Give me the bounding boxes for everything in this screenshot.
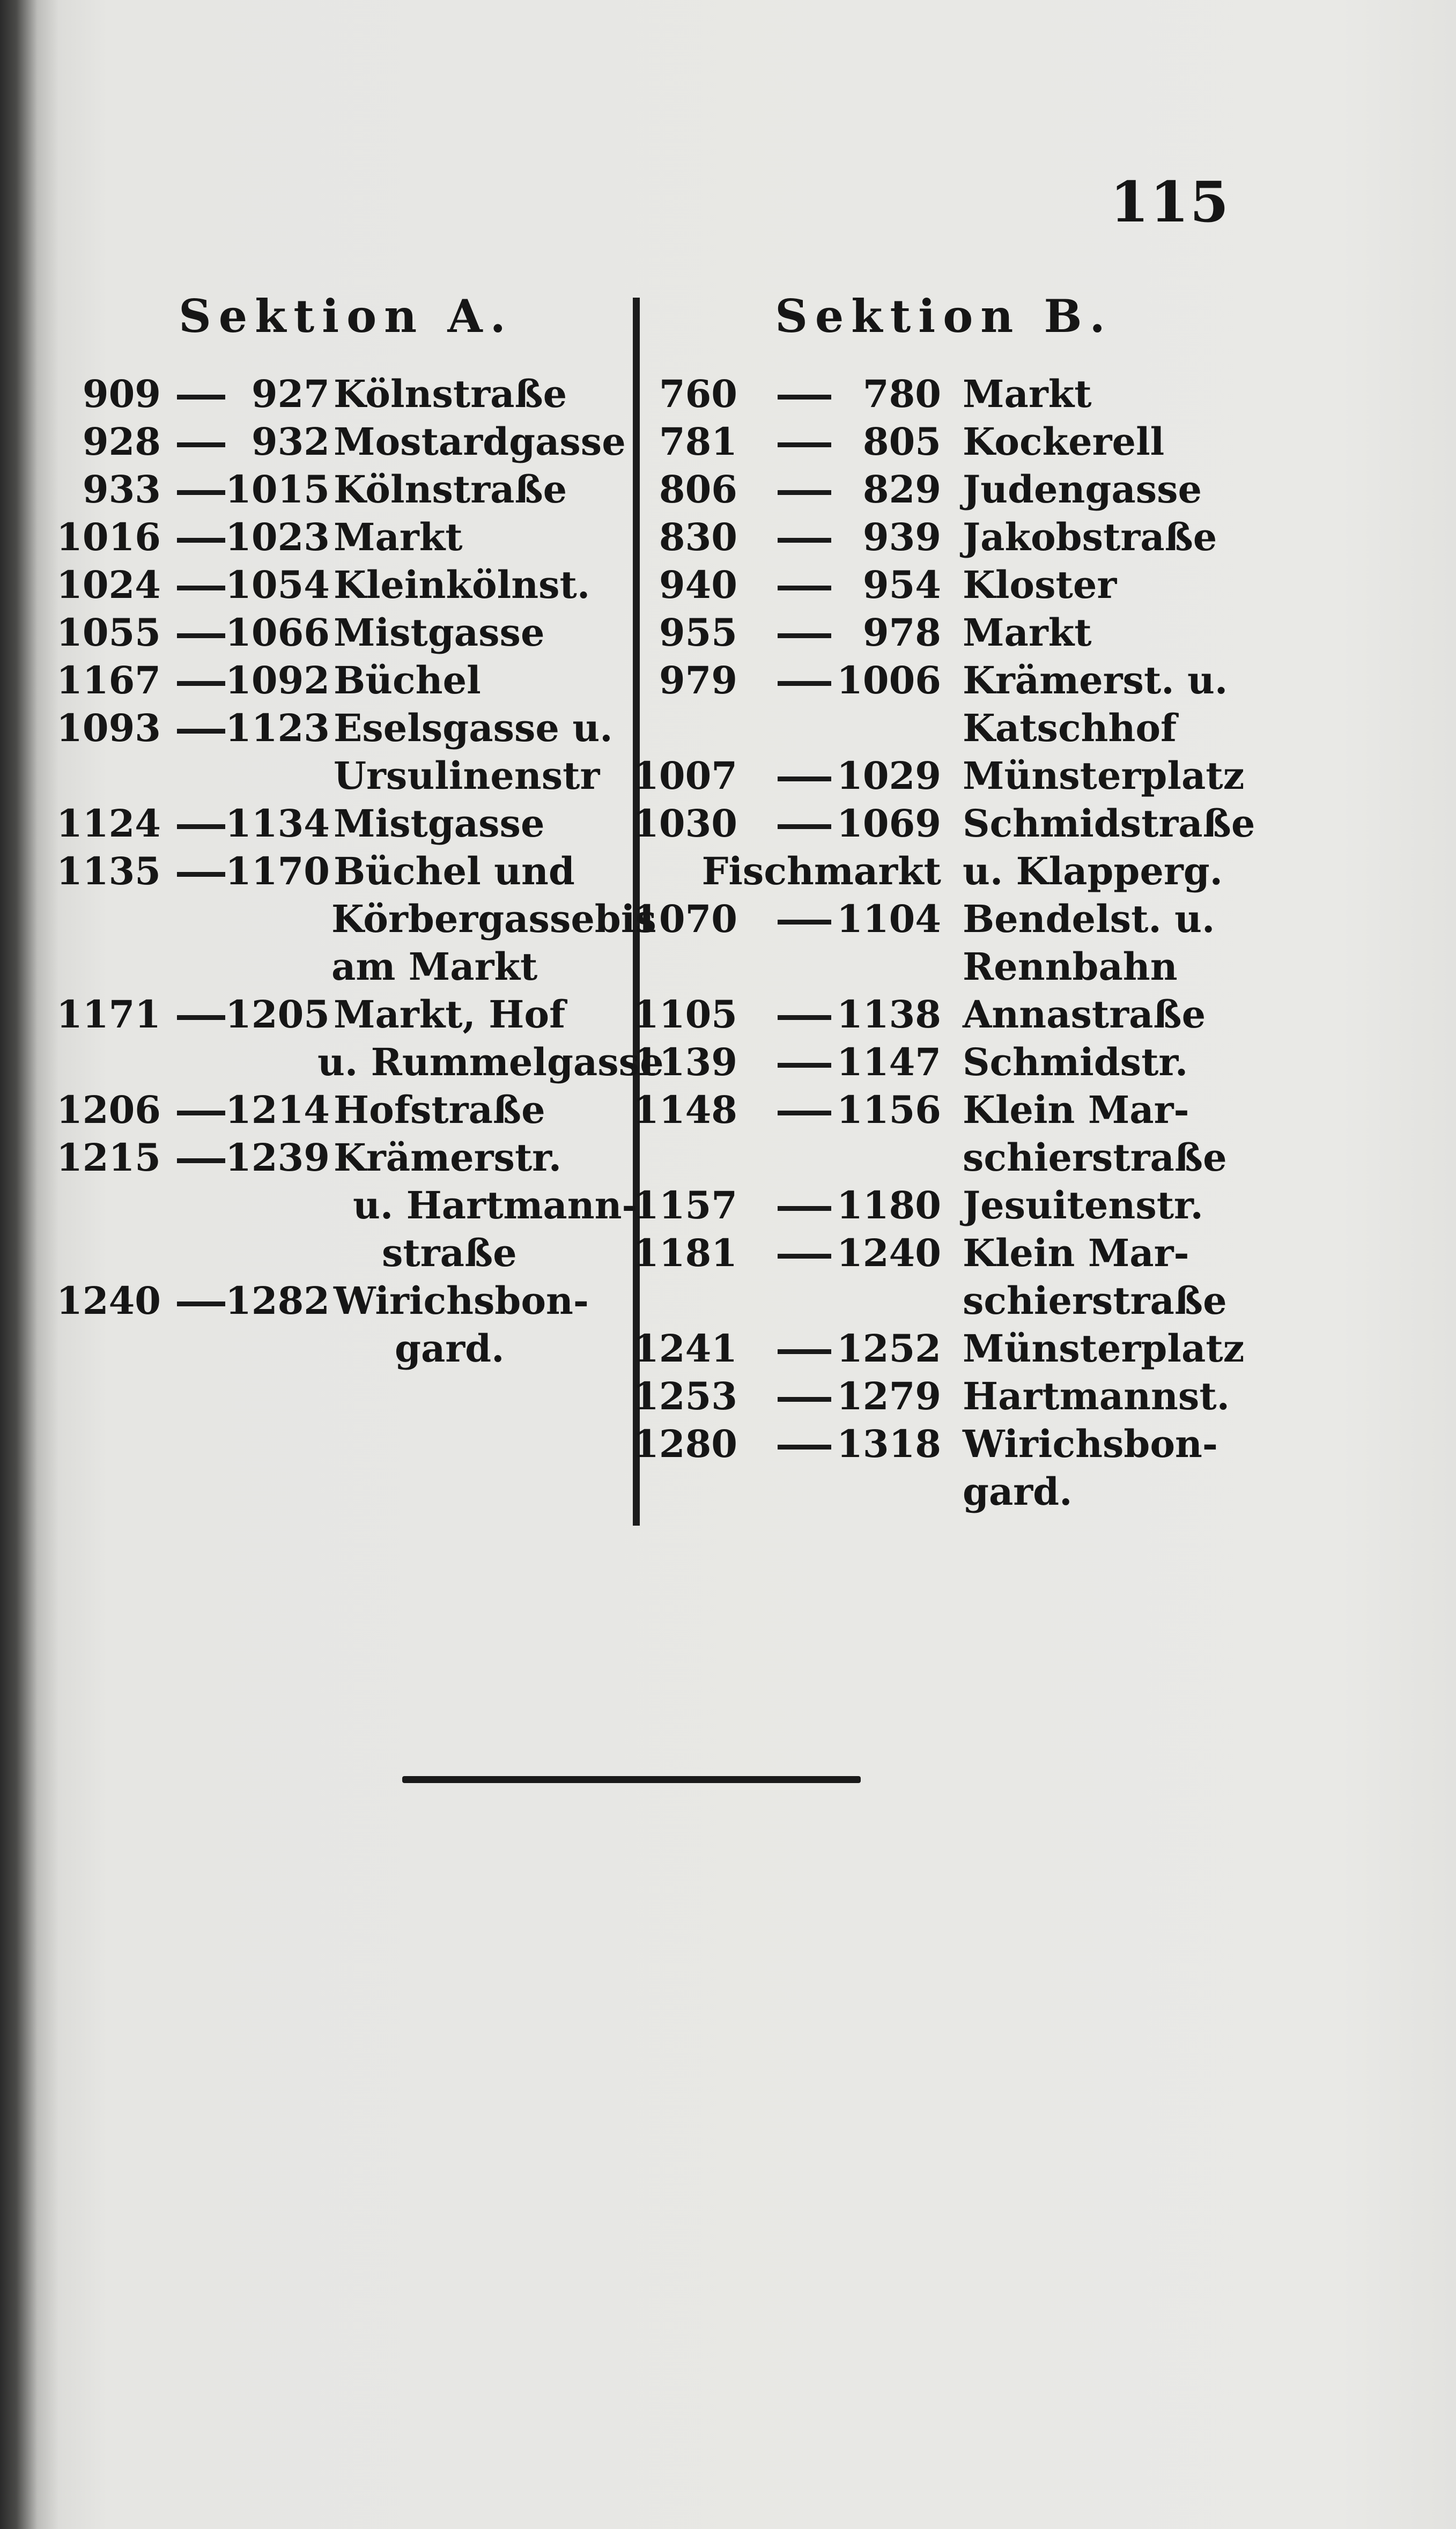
- range-dash: [778, 1063, 831, 1068]
- house-number-from: 1007: [633, 753, 737, 798]
- house-number-from: 1181: [633, 1231, 737, 1275]
- range-dash: [778, 920, 831, 925]
- section-b-list: [633, 370, 1392, 1515]
- street-entry: [633, 752, 1392, 800]
- house-number-from: 1024: [56, 563, 161, 607]
- house-number-to: 1205: [225, 992, 330, 1037]
- house-number-to: 1318: [837, 1422, 941, 1466]
- house-number-from: 1016: [56, 515, 161, 559]
- street-name: Kleinkölnst.: [334, 563, 590, 607]
- street-entry: [0, 1229, 633, 1277]
- street-name: Körbergassebis: [331, 897, 656, 941]
- street-entry: [641, 1468, 1392, 1515]
- street-name: Kölnstraße: [334, 372, 567, 416]
- range-dash: [177, 729, 225, 734]
- house-number-from: 979: [659, 658, 737, 702]
- house-number-from: 1253: [633, 1374, 737, 1418]
- house-number-from: 1148: [633, 1088, 737, 1132]
- house-number-from: 1139: [633, 1040, 737, 1084]
- street-name: Ursulinenstr: [334, 753, 600, 798]
- house-number-from: 1070: [633, 897, 737, 941]
- section-a-heading: Sektion A.: [179, 290, 513, 343]
- street-entry: [0, 1134, 633, 1181]
- house-number-from: 1215: [56, 1135, 161, 1180]
- house-number-from: 955: [659, 610, 737, 655]
- street-name: u. Rummelgasse: [317, 1040, 664, 1084]
- street-name: Kloster: [963, 563, 1117, 607]
- range-dash: [778, 777, 831, 781]
- street-name-lead: Fischmarkt: [701, 849, 941, 893]
- street-entry: [641, 847, 1392, 895]
- street-name: Schmidstraße: [963, 801, 1255, 846]
- house-number-from: 940: [659, 563, 737, 607]
- street-entry: [0, 1086, 633, 1134]
- street-entry: [641, 418, 1392, 465]
- range-dash: [778, 681, 831, 686]
- house-number-from: 830: [659, 515, 737, 559]
- street-name: gard.: [963, 1469, 1073, 1514]
- house-number-from: 1280: [633, 1422, 737, 1466]
- house-number-to: 1006: [837, 658, 941, 702]
- street-entry: [641, 1134, 1392, 1181]
- street-entry: [633, 990, 1392, 1038]
- street-name: Rennbahn: [963, 944, 1178, 989]
- house-number-to: 927: [251, 372, 330, 416]
- house-number-to: 1170: [225, 849, 330, 893]
- street-entry: [0, 943, 633, 990]
- street-entry: [641, 561, 1392, 609]
- house-number-to: 1252: [837, 1326, 941, 1371]
- street-entry: [0, 847, 633, 895]
- range-dash: [778, 1254, 831, 1259]
- range-dash: [177, 681, 225, 686]
- street-name: Krämerstr.: [334, 1135, 562, 1180]
- street-name: Jesuitenstr.: [963, 1183, 1203, 1227]
- street-entry: [641, 370, 1392, 418]
- street-name: am Markt: [331, 944, 538, 989]
- house-number-to: 1092: [225, 658, 330, 702]
- street-entry: [0, 1277, 633, 1325]
- house-number-to: 939: [862, 515, 941, 559]
- street-name: u. Klapperg.: [963, 849, 1223, 893]
- street-entry: [633, 1086, 1392, 1134]
- range-dash: [177, 1015, 225, 1020]
- range-dash: [778, 1111, 831, 1115]
- house-number-to: 978: [862, 610, 941, 655]
- street-entry: [0, 1038, 664, 1086]
- range-dash: [778, 824, 831, 829]
- range-dash: [177, 1158, 225, 1163]
- street-entry: [641, 609, 1392, 656]
- house-number-to: 805: [862, 419, 941, 464]
- street-name: Annastraße: [963, 992, 1206, 1037]
- house-number-to: 1279: [837, 1374, 941, 1418]
- street-entry: [641, 465, 1392, 513]
- house-number-from: 1240: [56, 1278, 161, 1323]
- house-number-from: 1030: [633, 801, 737, 846]
- street-name: straße: [382, 1231, 517, 1275]
- house-number-to: 829: [862, 467, 941, 512]
- street-entry: [0, 1325, 633, 1372]
- house-number-from: 1206: [56, 1088, 161, 1132]
- range-dash: [778, 633, 831, 638]
- house-number-from: 928: [82, 419, 161, 464]
- street-name: Katschhof: [963, 706, 1177, 750]
- house-number-from: 909: [82, 372, 161, 416]
- street-entry: [0, 752, 633, 800]
- house-number-from: 760: [659, 372, 737, 416]
- section-end-rule: [402, 1776, 861, 1783]
- street-entry: [633, 1325, 1392, 1372]
- range-dash: [177, 872, 225, 877]
- street-entry: [641, 943, 1392, 990]
- street-name: Markt, Hof: [334, 992, 566, 1037]
- street-entry: [633, 800, 1392, 847]
- street-name: Hofstraße: [334, 1088, 545, 1132]
- range-dash: [778, 1349, 831, 1354]
- street-entry: [0, 561, 633, 609]
- house-number-to: 1069: [837, 801, 941, 846]
- house-number-to: 1239: [225, 1135, 330, 1180]
- range-dash: [778, 538, 831, 543]
- street-name: Eselsgasse u.: [334, 706, 613, 750]
- street-name: Wirichsbon-: [963, 1422, 1218, 1466]
- house-number-from: 933: [82, 467, 161, 512]
- street-entry: [0, 1181, 638, 1229]
- range-dash: [778, 490, 831, 495]
- house-number-to: 1023: [225, 515, 330, 559]
- house-number-from: 806: [659, 467, 737, 512]
- street-entry: [0, 513, 633, 561]
- street-name: schierstraße: [963, 1278, 1227, 1323]
- street-name: Büchel: [334, 658, 481, 702]
- street-entry: [633, 1420, 1392, 1468]
- range-dash: [778, 1445, 831, 1450]
- street-entry: [633, 895, 1392, 943]
- street-entry: [633, 1181, 1392, 1229]
- house-number-to: 1104: [837, 897, 941, 941]
- range-dash: [778, 586, 831, 590]
- house-number-to: 1123: [225, 706, 330, 750]
- street-name: Markt: [334, 515, 463, 559]
- range-dash: [778, 1397, 831, 1402]
- range-dash: [177, 538, 225, 543]
- house-number-to: 932: [251, 419, 330, 464]
- street-name: Kölnstraße: [334, 467, 567, 512]
- street-entry: [633, 1038, 1392, 1086]
- range-dash: [778, 1015, 831, 1020]
- street-entry: [0, 370, 633, 418]
- house-number-from: 1135: [56, 849, 161, 893]
- range-dash: [177, 1302, 225, 1306]
- street-entry: [641, 704, 1392, 752]
- street-entry: [633, 1372, 1392, 1420]
- house-number-to: 1029: [837, 753, 941, 798]
- street-name: Klein Mar-: [963, 1088, 1189, 1132]
- street-entry: [0, 609, 633, 656]
- street-name: Schmidstr.: [963, 1040, 1188, 1084]
- house-number-from: 1171: [56, 992, 161, 1037]
- street-entry: [0, 895, 656, 943]
- street-entry: [0, 465, 633, 513]
- house-number-to: 1134: [225, 801, 330, 846]
- street-name: Münsterplatz: [963, 1326, 1245, 1371]
- street-name: Mostardgasse: [334, 419, 626, 464]
- street-name: Mistgasse: [334, 610, 545, 655]
- street-entry: [0, 656, 633, 704]
- street-entry: [0, 800, 633, 847]
- street-name: Mistgasse: [334, 801, 545, 846]
- range-dash: [177, 1111, 225, 1115]
- range-dash: [177, 490, 225, 495]
- house-number-from: 781: [659, 419, 737, 464]
- range-dash: [177, 824, 225, 829]
- street-entry: [0, 990, 633, 1038]
- range-dash: [778, 442, 831, 447]
- house-number-to: 1180: [837, 1183, 941, 1227]
- house-number-from: 1105: [633, 992, 737, 1037]
- street-name: Judengasse: [963, 467, 1202, 512]
- range-dash: [177, 633, 225, 638]
- street-entry: [0, 704, 633, 752]
- house-number-to: 1282: [225, 1278, 330, 1323]
- street-name: Krämerst. u.: [963, 658, 1228, 702]
- street-entry: [641, 513, 1392, 561]
- house-number-from: 1093: [56, 706, 161, 750]
- house-number-from: 1167: [56, 658, 161, 702]
- house-number-to: 780: [862, 372, 941, 416]
- section-b-heading: Sektion B.: [775, 290, 1113, 343]
- house-number-to: 1147: [837, 1040, 941, 1084]
- street-name: u. Hartmann-: [353, 1183, 638, 1227]
- house-number-to: 1015: [225, 467, 330, 512]
- street-entry: [633, 1229, 1392, 1277]
- street-name: gard.: [395, 1326, 505, 1371]
- house-number-to: 1054: [225, 563, 330, 607]
- range-dash: [778, 395, 831, 400]
- street-entry: [641, 1277, 1392, 1325]
- street-entry: [0, 418, 633, 465]
- street-entry: [641, 656, 1392, 704]
- page-number: 115: [1110, 169, 1230, 235]
- house-number-to: 954: [862, 563, 941, 607]
- range-dash: [177, 442, 225, 447]
- street-name: Kockerell: [963, 419, 1165, 464]
- street-name: Markt: [963, 372, 1092, 416]
- range-dash: [177, 586, 225, 590]
- range-dash: [778, 1206, 831, 1211]
- house-number-to: 1156: [837, 1088, 941, 1132]
- house-number-from: 1241: [633, 1326, 737, 1371]
- street-name: Bendelst. u.: [963, 897, 1215, 941]
- street-name: Markt: [963, 610, 1092, 655]
- street-name: Wirichsbon-: [334, 1278, 589, 1323]
- street-name: Klein Mar-: [963, 1231, 1189, 1275]
- street-name: Münsterplatz: [963, 753, 1245, 798]
- street-name: Hartmannst.: [963, 1374, 1230, 1418]
- house-number-to: 1066: [225, 610, 330, 655]
- house-number-from: 1055: [56, 610, 161, 655]
- house-number-from: 1157: [633, 1183, 737, 1227]
- house-number-to: 1138: [837, 992, 941, 1037]
- house-number-to: 1214: [225, 1088, 330, 1132]
- range-dash: [177, 395, 225, 400]
- street-name: Büchel und: [334, 849, 575, 893]
- street-name: Jakobstraße: [963, 515, 1217, 559]
- section-a-list: [0, 370, 664, 1372]
- street-name: schierstraße: [963, 1135, 1227, 1180]
- house-number-from: 1124: [56, 801, 161, 846]
- house-number-to: 1240: [837, 1231, 941, 1275]
